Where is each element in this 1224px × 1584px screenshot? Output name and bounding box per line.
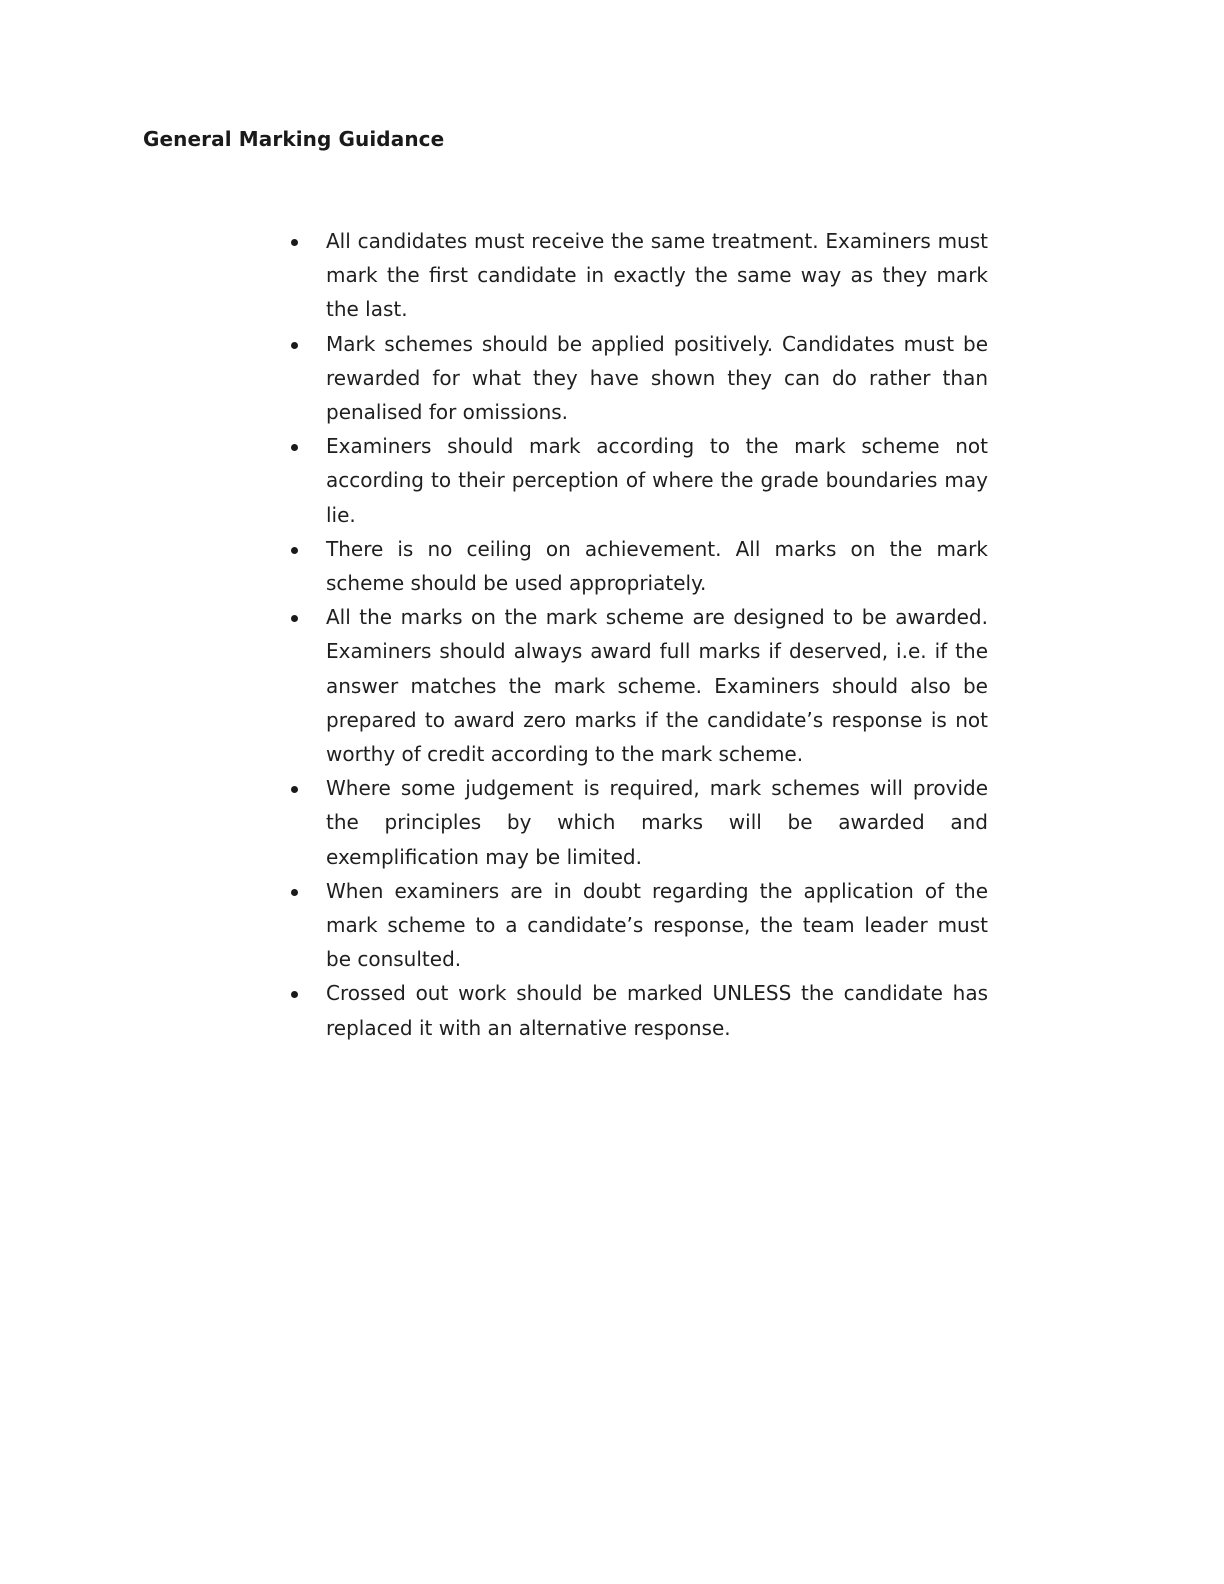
list-item bbox=[288, 874, 988, 977]
list-item-text: Examiners should mark according to the mark scheme not according to their perception of where the grade boundaries may lie. bbox=[326, 434, 988, 527]
list-item-text: When examiners are in doubt regarding the application of the mark scheme to a candidate’s response, the team leader must be consulted. bbox=[326, 878, 988, 972]
bullet-icon bbox=[291, 547, 298, 554]
list-item bbox=[288, 532, 988, 600]
list-item bbox=[288, 771, 988, 874]
list-item-text: Crossed out work should be marked UNLESS the candidate has replaced it with an alternative response. bbox=[326, 981, 988, 1040]
list-item-text: Where some judgement is required, mark schemes will provide the principles by which marks will be awarded and exemplification may be limited. bbox=[326, 776, 988, 869]
page-title: General Marking Guidance bbox=[143, 127, 445, 151]
list-item-text: All the marks on the mark scheme are designed to be awarded. Examiners should always award full marks if deserved, i.e. if the answer matches the mark scheme. Examiners should also be prepared to award zero marks if the candidate’s response is not worthy of credit according to the mark scheme. bbox=[326, 605, 988, 767]
bullet-icon bbox=[291, 991, 298, 998]
list-item-text: Mark schemes should be applied positively. Candidates must be rewarded for what they have shown they can do rather than penalised for omissions. bbox=[326, 331, 988, 425]
bullet-icon bbox=[291, 786, 298, 793]
list-item bbox=[288, 429, 988, 532]
guidance-list bbox=[288, 224, 988, 1045]
list-item bbox=[288, 224, 988, 327]
bullet-icon bbox=[291, 239, 298, 246]
list-item bbox=[288, 600, 988, 771]
bullet-icon bbox=[291, 615, 298, 622]
list-item-text: All candidates must receive the same treatment. Examiners must mark the first candidate in exactly the same way as they mark the last. bbox=[326, 229, 988, 322]
bullet-icon bbox=[291, 444, 298, 451]
list-item bbox=[288, 327, 988, 430]
bullet-icon bbox=[291, 342, 298, 349]
bullet-icon bbox=[291, 889, 298, 896]
list-item bbox=[288, 976, 988, 1044]
list-item-text: There is no ceiling on achievement. All marks on the mark scheme should be used appropriately. bbox=[326, 536, 988, 596]
